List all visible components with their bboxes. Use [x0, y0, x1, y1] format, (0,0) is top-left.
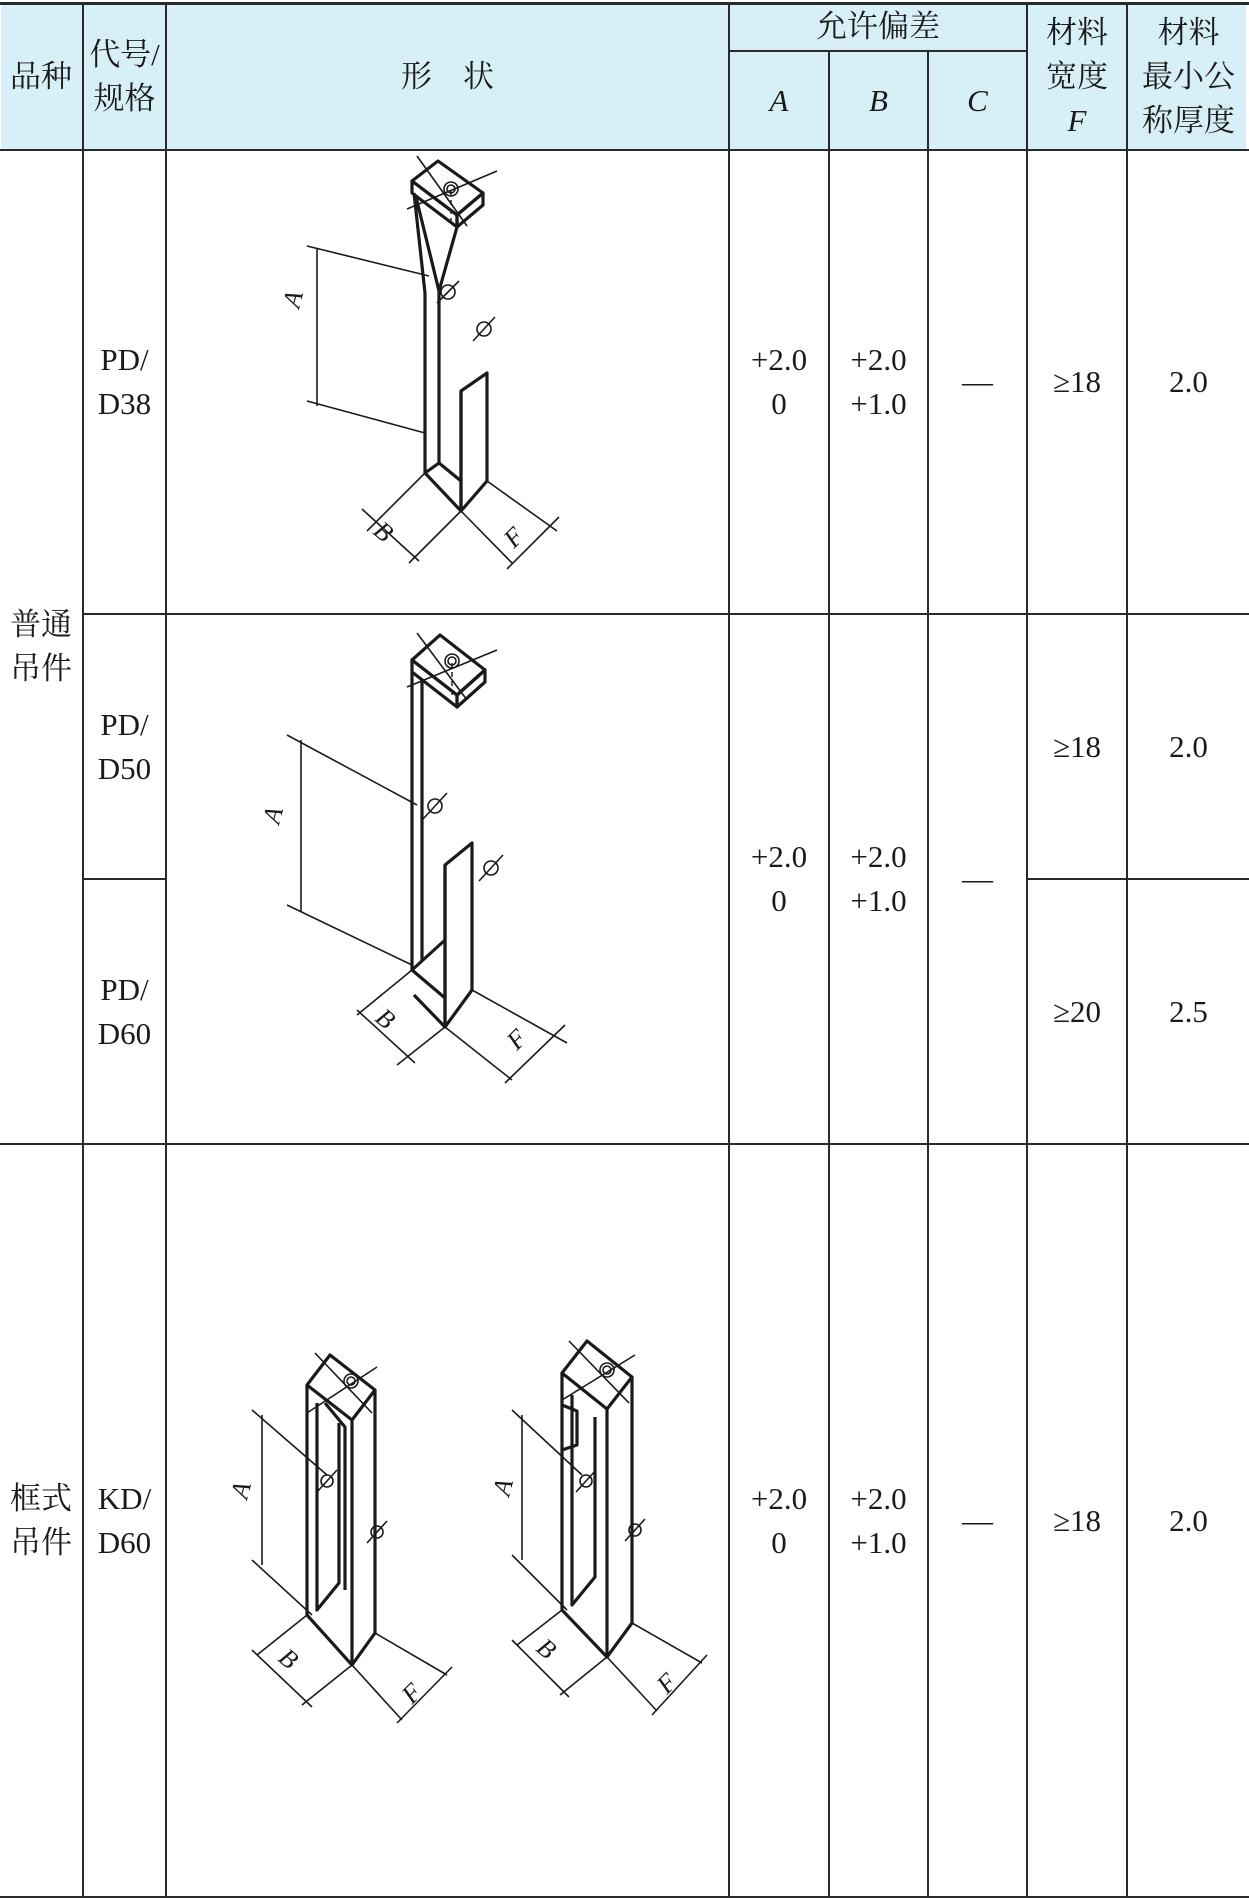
- pd5060-dimension-a: [256, 735, 417, 965]
- kd60-thickness-text: 2.0: [1169, 1502, 1208, 1538]
- pd38-hanger-drawing: [167, 151, 728, 613]
- pd50-code: [84, 615, 165, 878]
- header-code-line2: 规格: [93, 81, 156, 116]
- header-col-c-text: C: [967, 82, 988, 118]
- header-col-a-text: A: [769, 82, 789, 118]
- pd60-thickness: [1128, 880, 1249, 1143]
- header-shape: [167, 4, 728, 150]
- header-tolerance: [730, 4, 1026, 50]
- pd5060-tol-c: [929, 615, 1026, 1143]
- pd60-thickness-text: 2.5: [1169, 993, 1208, 1029]
- pd38-tol-c-text: —: [962, 364, 993, 399]
- pd5060-tol-b-lower: +1.0: [850, 883, 907, 918]
- pd50-code-line1: PD/: [100, 706, 149, 742]
- pd5060-dimension-b: [357, 970, 445, 1065]
- kd60-right-label-f: F: [650, 1667, 683, 1700]
- group-frame-line2: 吊件: [10, 1524, 72, 1560]
- pd60-width-text: ≥20: [1052, 993, 1101, 1029]
- kd60-tol-a: [730, 1145, 828, 1896]
- pd38-hanger-body: [407, 156, 497, 511]
- kd60-tol-b-lower: +1.0: [850, 1524, 907, 1560]
- kd60-right-dimensions: [486, 1410, 707, 1715]
- header-width-line2: 宽度: [1046, 59, 1108, 94]
- pd38-width: [1028, 151, 1126, 613]
- kd60-width-text: ≥18: [1052, 1502, 1101, 1538]
- header-variety-text: 品种: [10, 59, 72, 94]
- pd5060-tol-a-lower: 0: [771, 883, 787, 918]
- header-thick-line3: 称厚度: [1142, 103, 1235, 138]
- header-min-thickness: [1128, 4, 1249, 150]
- header-thick-line2: 最小公: [1142, 59, 1235, 94]
- pd5060-tol-a: [730, 615, 828, 1143]
- pd50-code-line2: D50: [97, 750, 152, 786]
- header-material-width: [1028, 4, 1126, 150]
- header-tolerance-text: 允许偏差: [816, 9, 940, 44]
- pd38-tol-b: [830, 151, 927, 613]
- pd60-code: [84, 880, 165, 1143]
- pd50-width: [1028, 615, 1126, 878]
- pd38-tol-b-lower: +1.0: [850, 386, 907, 421]
- pd38-code-line1: PD/: [100, 342, 149, 377]
- kd60-left-label-f: F: [395, 1677, 428, 1710]
- header-col-b: [830, 52, 927, 149]
- pd38-tol-a-upper: +2.0: [750, 342, 808, 377]
- pd38-tol-a-lower: 0: [771, 386, 787, 421]
- kd60-thickness: [1128, 1145, 1249, 1896]
- group-frame-line1: 框式: [10, 1480, 72, 1516]
- pd50-thickness: [1128, 615, 1249, 878]
- pd38-tol-c: [929, 151, 1026, 613]
- group-ordinary-hanger: [0, 151, 82, 1143]
- kd60-tol-c-text: —: [962, 1502, 993, 1538]
- pd5060-hanger-body: [407, 633, 503, 1027]
- pd5060-tol-a-upper: +2.0: [750, 839, 808, 874]
- pd38-tol-b-upper: +2.0: [850, 342, 907, 377]
- pd38-dimension-a: [276, 246, 429, 433]
- pd60-code-line2: D60: [97, 1015, 152, 1051]
- kd60-width: [1028, 1145, 1126, 1896]
- kd60-tol-c: [929, 1145, 1026, 1896]
- table-border-bottom: [0, 1896, 1249, 1898]
- pd5060-label-a: A: [256, 803, 289, 827]
- kd60-right-label-a: A: [486, 1475, 519, 1499]
- header-col-b-text: B: [869, 82, 888, 118]
- pd38-thickness-text: 2.0: [1169, 364, 1208, 399]
- pd50-width-text: ≥18: [1052, 728, 1101, 764]
- header-width-line1: 材料: [1046, 15, 1108, 50]
- kd60-left-label-b: B: [273, 1642, 304, 1675]
- pd5060-label-f: F: [500, 1023, 533, 1056]
- pd38-dimension-b: [362, 473, 461, 563]
- header-code: [84, 4, 165, 150]
- pd5060-tol-c-text: —: [962, 861, 993, 896]
- header-shape-text: 形 状: [401, 59, 494, 94]
- pd5060-tol-b: [830, 615, 927, 1143]
- pd5060-hanger-drawing: [167, 615, 728, 1143]
- pd5060-tol-b-upper: +2.0: [850, 839, 907, 874]
- pd38-label-f: F: [497, 521, 530, 554]
- group-frame-hanger: [0, 1145, 82, 1896]
- pd38-width-text: ≥18: [1052, 364, 1101, 399]
- pd5060-label-b: B: [370, 1002, 401, 1035]
- pd38-code: [84, 151, 165, 613]
- group-ordinary-line2: 吊件: [10, 651, 72, 686]
- header-code-line1: 代号/: [89, 37, 160, 72]
- kd60-left-label-a: A: [224, 1478, 257, 1502]
- kd60-tol-b: [830, 1145, 927, 1896]
- header-variety: [0, 4, 82, 150]
- pd38-label-a: A: [276, 287, 309, 311]
- kd60-code-line1: KD/: [97, 1480, 152, 1516]
- kd60-right-hanger: [562, 1341, 645, 1657]
- kd60-hanger-drawing: [167, 1145, 728, 1896]
- pd60-code-line1: PD/: [100, 971, 149, 1007]
- group-ordinary-line1: 普通: [10, 607, 72, 642]
- header-width-line3: F: [1067, 103, 1087, 138]
- kd60-tol-a-lower: 0: [771, 1524, 787, 1560]
- kd60-tol-b-upper: +2.0: [850, 1480, 907, 1516]
- pd50-thickness-text: 2.0: [1169, 728, 1208, 764]
- header-col-a: [730, 52, 828, 149]
- pd38-thickness: [1128, 151, 1249, 613]
- pd38-tol-a: [730, 151, 828, 613]
- header-thick-line1: 材料: [1157, 15, 1220, 50]
- pd38-code-line2: D38: [97, 386, 152, 421]
- kd60-code-line2: D60: [97, 1524, 152, 1560]
- pd38-label-b: B: [368, 515, 399, 548]
- kd60-left-hanger: [307, 1353, 387, 1665]
- pd60-width: [1028, 880, 1126, 1143]
- kd60-right-label-b: B: [531, 1632, 562, 1665]
- header-col-c: [929, 52, 1026, 149]
- kd60-code: [84, 1145, 165, 1896]
- kd60-tol-a-upper: +2.0: [750, 1480, 808, 1516]
